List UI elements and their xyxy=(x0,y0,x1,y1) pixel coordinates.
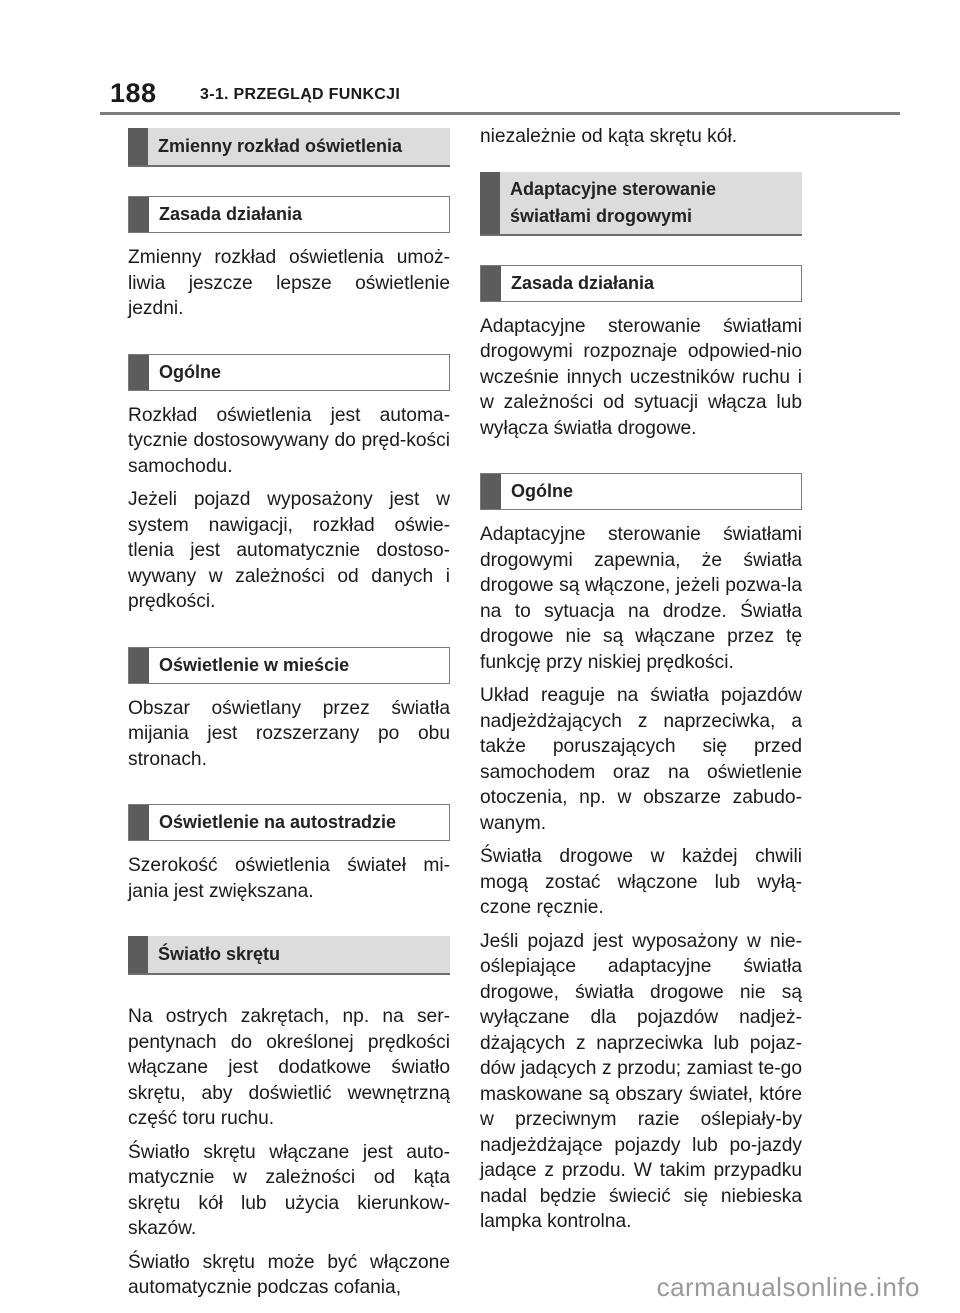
subheading-motorway-lighting xyxy=(128,804,450,841)
paragraph: Rozkład oświetlenia jest automa-tycznie dostosowywany do pręd-kości samochodu. xyxy=(128,404,450,477)
right-column xyxy=(480,124,802,1243)
subheading-label: Oświetlenie w mieście xyxy=(159,654,350,675)
paragraph: Szerokość oświetlenia świateł mi-jania jest zwiększana. xyxy=(128,855,450,902)
paragraph: Jeśli pojazd jest wyposażony w nie-oślepiające adaptacyjne światła drogowe, światła drogowe nie są wyłączane dla pojazdów nadjeż-dżających z naprzeciwka lub pojaz-dów jadących z przodu; zamiast te-go maskowane są obszary świateł, które w przeciwnym razie oślepiały-by nadjeżdżające pojazdy lub po-jazdy jadące z przodu. W takim przypadku nadal będzie świecić się niebieska lampka kontrolna. xyxy=(480,930,802,1232)
subheading-bar xyxy=(129,805,149,840)
subheading-label: Ogólne xyxy=(159,361,221,382)
paragraph: Światło skrętu włączane jest auto-matycznie w zależności od kąta skrętu kół lub użycia kierunkow-skazów. xyxy=(128,1141,450,1239)
paragraph: Adaptacyjne sterowanie światłami drogowymi rozpoznaje odpowied-nio wcześnie innych uczestników ruchu i w zależności od sytuacji włącza lub wyłącza światła drogowe. xyxy=(480,315,802,439)
subheading-principle xyxy=(480,265,802,302)
subheading-general xyxy=(480,473,802,510)
paragraph: Zmienny rozkład oświetlenia umoż-liwia jeszcze lepsze oświetlenie jezdni. xyxy=(128,247,450,319)
subheading-bar xyxy=(129,648,149,683)
paragraph: Na ostrych zakrętach, np. na ser-pentynach do określonej prędkości włączane jest dodatkowe światło skrętu, aby doświetlić wewnętrzną część toru ruchu. xyxy=(128,1006,450,1129)
chapter-title: 3-1. PRZEGLĄD FUNKCJI xyxy=(200,86,401,103)
paragraph: niezależnie od kąta skrętu kół. xyxy=(480,126,738,147)
heading-bar xyxy=(128,128,148,165)
heading-bar xyxy=(128,936,148,973)
subheading-label: Ogólne xyxy=(511,481,573,501)
subheading-bar xyxy=(481,266,501,301)
paragraph: Obszar oświetlany przez światła mijania jest rozszerzany po obu stronach. xyxy=(128,697,450,770)
section-heading-label: Światło skrętu xyxy=(158,944,281,964)
section-heading-adaptive-high-beam xyxy=(480,172,802,236)
subheading-bar xyxy=(129,197,149,232)
subheading-label: Zasada działania xyxy=(159,204,303,224)
paragraph: Światła drogowe w każdej chwili mogą zostać włączone lub wyłą-czone ręcznie. xyxy=(480,846,802,918)
section-heading-label: Adaptacyjne sterowanie światłami drogowymi xyxy=(510,178,717,226)
subheading-general xyxy=(128,354,450,391)
subheading-bar xyxy=(481,474,501,509)
section-heading-label: Zmienny rozkład oświetlenia xyxy=(158,136,403,156)
subheading-bar xyxy=(129,355,149,390)
left-column xyxy=(128,128,450,1309)
watermark: carmanualsonline.info xyxy=(656,1272,920,1302)
heading-bar xyxy=(480,172,500,234)
page-number: 188 xyxy=(110,78,157,108)
paragraph: Jeżeli pojazd wyposażony jest w system nawigacji, rozkład oświe-tlenia jest automatycznie dostoso-wywany w zależności od danych i prędkości. xyxy=(128,489,450,612)
header-rule xyxy=(100,112,900,115)
paragraph: Światło skrętu może być włączone automatycznie podczas cofania, xyxy=(128,1251,450,1298)
page-header xyxy=(0,0,960,120)
subheading-label: Oświetlenie na autostradzie xyxy=(159,812,397,832)
paragraph: Układ reaguje na światła pojazdów nadjeżdżających z naprzeciwka, a także poruszających się przed samochodem oraz na oświetlenie otoczenia, np. w obszarze zabudo-wanym. xyxy=(480,685,802,834)
subheading-label: Zasada działania xyxy=(511,272,655,293)
section-heading-variable-lighting xyxy=(128,128,450,167)
subheading-principle xyxy=(128,196,450,233)
subheading-city-lighting xyxy=(128,647,450,684)
paragraph: Adaptacyjne sterowanie światłami drogowymi zapewnia, że światła drogowe są włączone, jeżeli pozwa-la na to sytuacja na drodze. Światła drogowe nie są włączane przez tę funkcję przy niskiej prędkości. xyxy=(480,524,802,673)
section-heading-turn-light xyxy=(128,936,450,975)
